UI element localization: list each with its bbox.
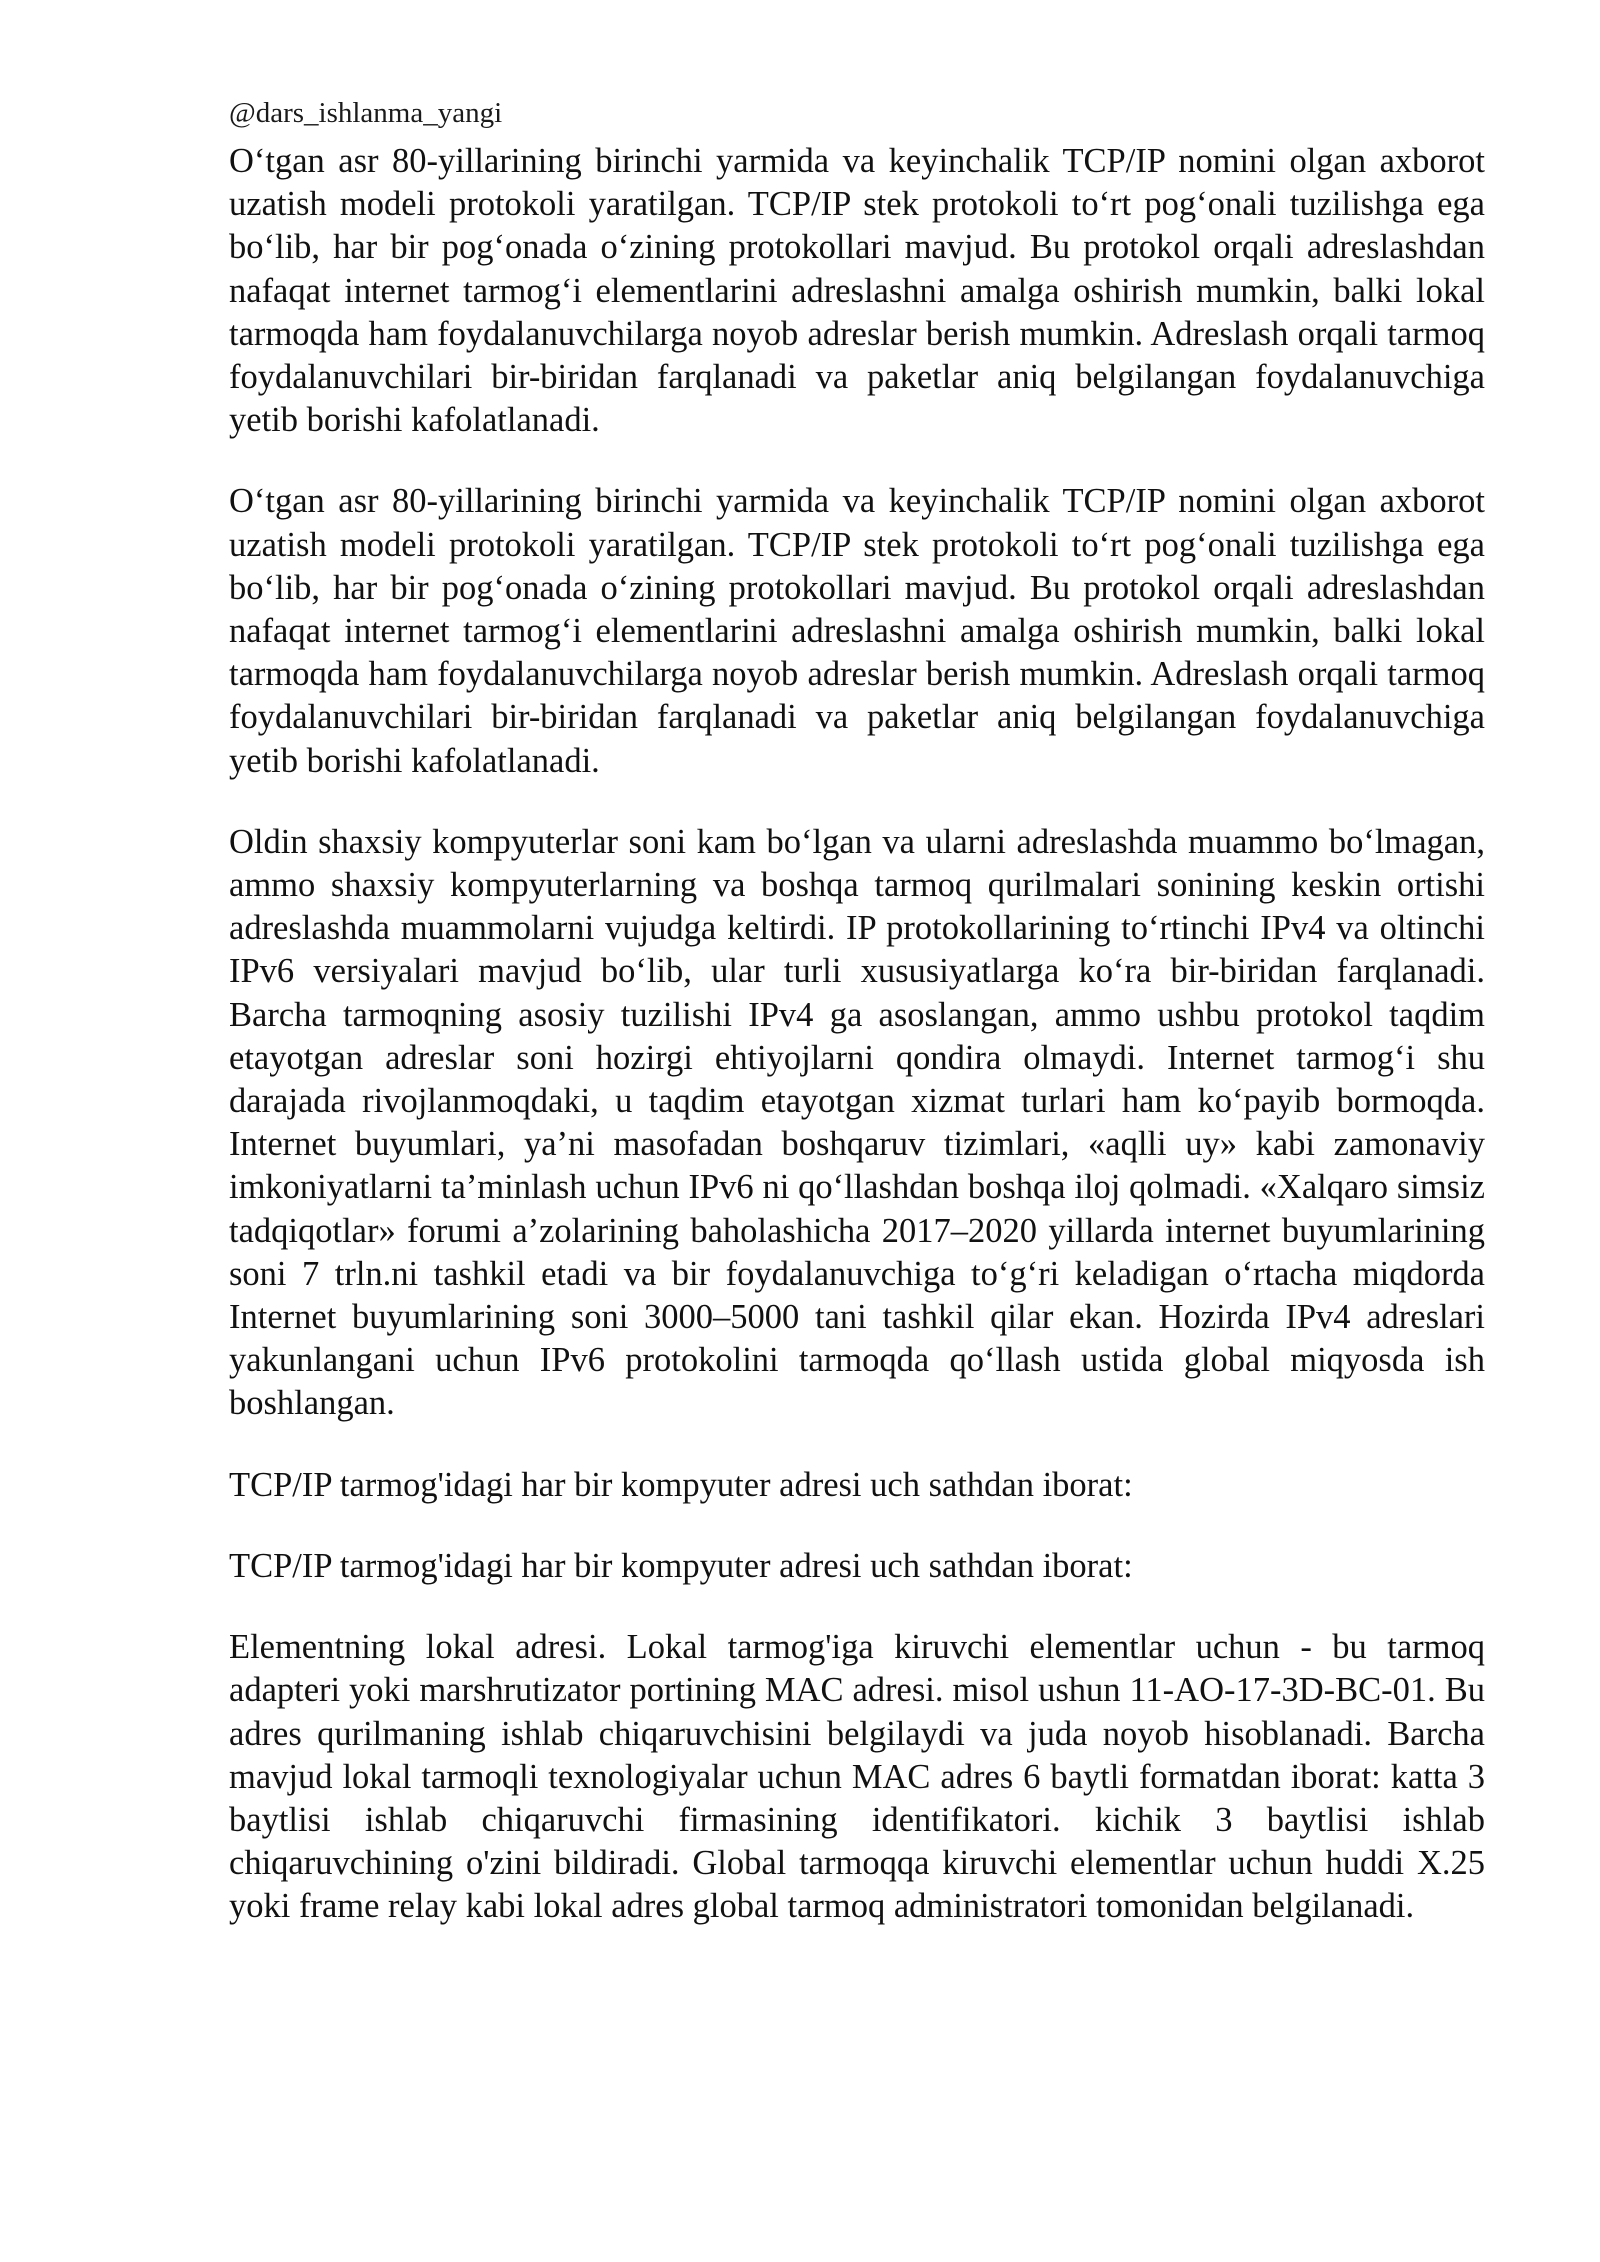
paragraph-ipv4-ipv6: Oldin shaxsiy kompyuterlar soni kam bo‘lgan va ularni adreslashda muammo bo‘lmagan, ammo shaxsiy kompyuterlarning va boshqa tarmoq qurilmalari sonining keskin ortishi adreslashda muammolarni vujudga keltirdi. IP protokollarining to‘rtinchi IPv4 va oltinchi IPv6 versiyalari mavjud bo‘lib, ular turli xususiyatlarga ko‘ra bir-biridan farqlanadi. Barcha tarmoqning asosiy tuzilishi IPv4 ga asoslangan, ammo ushbu protokol taqdim etayotgan adreslar soni hozirgi ehtiyojlarni qondira olmaydi. Internet tarmog‘i shu darajada rivojlanmoqdaki, u taqdim etayotgan xizmat turlari ham ko‘payib bormoqda. Internet buyumlari, ya’ni masofadan boshqaruv tizimlari, «aqlli uy» kabi zamonaviy imkoniyatlarni ta’minlash uchun IPv6 ni qo‘llashdan boshqa iloj qolmadi. «Xalqaro simsiz tadqiqotlar» forumi a’zolarining baholashicha 2017–2020 yillarda internet buyumlarining soni 7 trln.ni tashkil etadi va bir foydalanuvchiga to‘g‘ri keladigan o‘rtacha miqdorda Internet buyumlarining soni 3000–5000 tani tashkil qilar ekan. Hozirda IPv4 adreslari yakunlangani uchun IPv6 protokolini tarmoqda qo‘llash ustida global miqyosda ish boshlangan. [229,822,1485,1423]
channel-handle: @dars_ishlanma_yangi [229,97,503,129]
paragraph-local-address: Elementning lokal adresi. Lokal tarmog'iga kiruvchi elementlar uchun - bu tarmoq adapteri yoki marshrutizator portining MAC adresi. misol ushun 11-AO-17-3D-BC-01. Bu adres qurilmaning ishlab chiqaruvchisini belgilaydi va juda noyob hisoblanadi. Barcha mavjud lokal tarmoqli texnologiyalar uchun MAC adres 6 baytli formatdan iborat: katta 3 baytlisi ishlab chiqaruvchi firmasining identifikatori. kichik 3 baytlisi ishlab chiqaruvchining o'zini bildiradi. Global tarmoqqa kiruvchi elementlar uchun huddi X.25 yoki frame relay kabi lokal adres global tarmoq administratori tomonidan belgilanadi. [229,1628,1485,1926]
document-page [229,92,1485,1967]
paragraph-address-levels: TCP/IP tarmog'idagi har bir kompyuter adresi uch sathdan iborat: [229,1465,1133,1504]
paragraph-tcpip-history-repeat: O‘tgan asr 80-yillarining birinchi yarmida va keyinchalik TCP/IP nomini olgan axborot uzatish modeli protokoli yaratilgan. TCP/IP stek protokoli to‘rt pog‘onali tuzilishga ega bo‘lib, har bir pog‘onada o‘zining protokollari mavjud. Bu protokol orqali adreslashdan nafaqat internet tarmog‘i elementlarini adreslashni amalga oshirish mumkin, balki lokal tarmoqda ham foydalanuvchilarga noyob adreslar berish mumkin. Adreslash orqali tarmoq foydalanuvchilari bir-biridan farqlanadi va paketlar aniq belgilangan foydalanuvchiga yetib borishi kafolatlanadi. [229,482,1485,780]
paragraph-address-levels-repeat: TCP/IP tarmog'idagi har bir kompyuter adresi uch sathdan iborat: [229,1546,1133,1585]
paragraph-tcpip-history: O‘tgan asr 80-yillarining birinchi yarmida va keyinchalik TCP/IP nomini olgan axborot uzatish modeli protokoli yaratilgan. TCP/IP stek protokoli to‘rt pog‘onali tuzilishga ega bo‘lib, har bir pog‘onada o‘zining protokollari mavjud. Bu protokol orqali adreslashdan nafaqat internet tarmog‘i elementlarini adreslashni amalga oshirish mumkin, balki lokal tarmoqda ham foydalanuvchilarga noyob adreslar berish mumkin. Adreslash orqali tarmoq foydalanuvchilari bir-biridan farqlanadi va paketlar aniq belgilangan foydalanuvchiga yetib borishi kafolatlanadi. [229,142,1485,440]
